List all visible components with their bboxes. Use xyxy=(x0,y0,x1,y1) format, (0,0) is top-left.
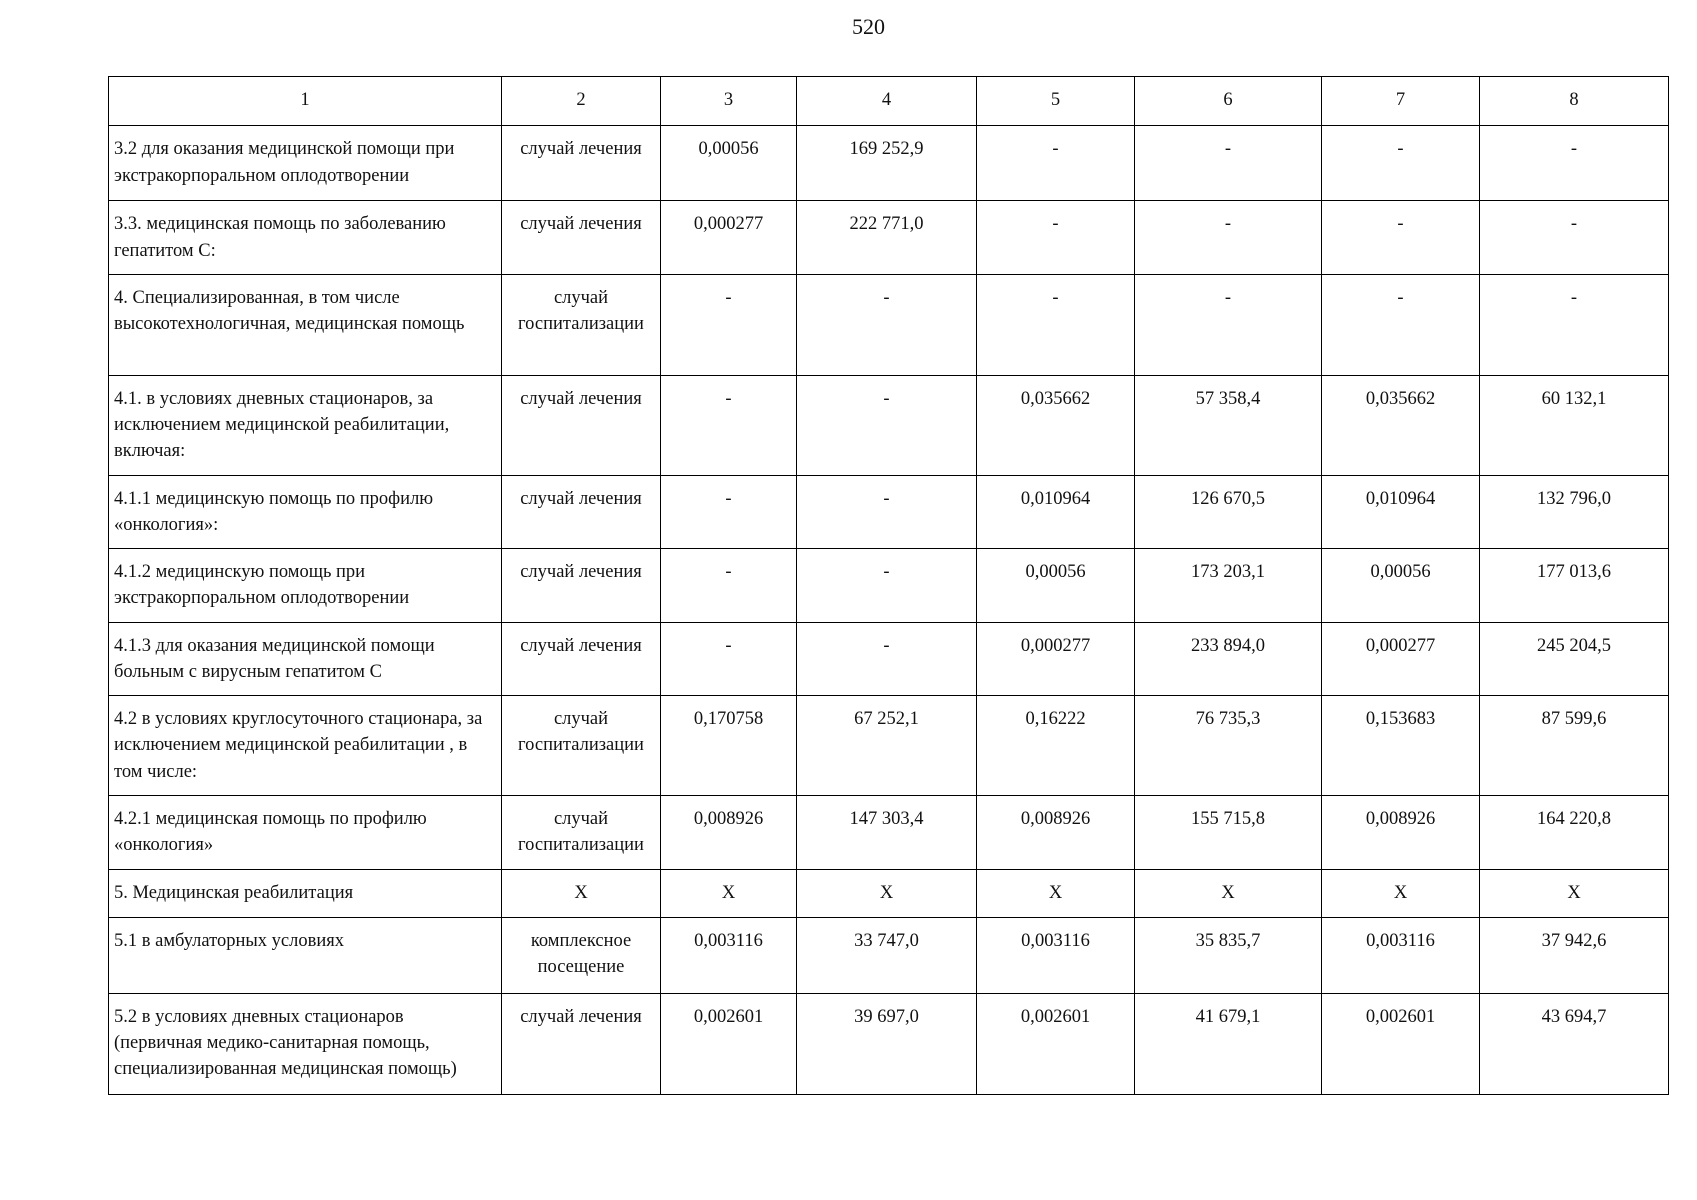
header-cell: 2 xyxy=(502,77,661,126)
value-cell: 0,035662 xyxy=(1322,375,1480,475)
unit-cell: Х xyxy=(502,869,661,917)
header-row xyxy=(109,77,1669,126)
value-cell: - xyxy=(661,549,797,623)
value-cell: 0,003116 xyxy=(661,917,797,993)
header-cell: 8 xyxy=(1480,77,1669,126)
table-row xyxy=(109,201,1669,275)
value-cell: 0,00056 xyxy=(661,126,797,201)
value-cell: 0,010964 xyxy=(1322,475,1480,549)
value-cell: - xyxy=(1322,274,1480,375)
value-cell: - xyxy=(977,126,1135,201)
table-row xyxy=(109,475,1669,549)
value-cell: - xyxy=(1322,201,1480,275)
table-row xyxy=(109,375,1669,475)
value-cell: 169 252,9 xyxy=(797,126,977,201)
value-cell: 87 599,6 xyxy=(1480,696,1669,796)
value-cell: - xyxy=(1135,126,1322,201)
row-label: 4. Специализированная, в том числе высокотехнологичная, медицинская помощь xyxy=(109,274,502,375)
value-cell: 173 203,1 xyxy=(1135,549,1322,623)
value-cell: 177 013,6 xyxy=(1480,549,1669,623)
value-cell: 0,000277 xyxy=(977,622,1135,696)
value-cell: Х xyxy=(1322,869,1480,917)
value-cell: 233 894,0 xyxy=(1135,622,1322,696)
value-cell: 76 735,3 xyxy=(1135,696,1322,796)
row-label: 4.1.1 медицинскую помощь по профилю «онкология»: xyxy=(109,475,502,549)
value-cell: 60 132,1 xyxy=(1480,375,1669,475)
table-row xyxy=(109,993,1669,1094)
unit-cell: случай госпитализации xyxy=(502,795,661,869)
value-cell: - xyxy=(797,475,977,549)
value-cell: 0,000277 xyxy=(661,201,797,275)
value-cell: 0,002601 xyxy=(977,993,1135,1094)
value-cell: - xyxy=(661,622,797,696)
unit-cell: случай лечения xyxy=(502,475,661,549)
value-cell: - xyxy=(1135,274,1322,375)
value-cell: 132 796,0 xyxy=(1480,475,1669,549)
value-cell: - xyxy=(1135,201,1322,275)
value-cell: - xyxy=(797,274,977,375)
value-cell: - xyxy=(977,201,1135,275)
header-cell: 4 xyxy=(797,77,977,126)
value-cell: 0,153683 xyxy=(1322,696,1480,796)
value-cell: Х xyxy=(1135,869,1322,917)
value-cell: 0,002601 xyxy=(661,993,797,1094)
table-row xyxy=(109,917,1669,993)
data-table xyxy=(108,76,1669,1095)
unit-cell: случай лечения xyxy=(502,375,661,475)
row-label: 5.2 в условиях дневных стационаров (первичная медико-санитарная помощь, специализированная медицинская помощь) xyxy=(109,993,502,1094)
value-cell: - xyxy=(661,475,797,549)
value-cell: 155 715,8 xyxy=(1135,795,1322,869)
value-cell: 147 303,4 xyxy=(797,795,977,869)
table-row xyxy=(109,696,1669,796)
header-cell: 3 xyxy=(661,77,797,126)
value-cell: 0,00056 xyxy=(977,549,1135,623)
value-cell: - xyxy=(1480,274,1669,375)
value-cell: - xyxy=(661,375,797,475)
value-cell: 126 670,5 xyxy=(1135,475,1322,549)
value-cell: - xyxy=(797,375,977,475)
header-cell: 5 xyxy=(977,77,1135,126)
value-cell: 0,008926 xyxy=(1322,795,1480,869)
value-cell: 0,16222 xyxy=(977,696,1135,796)
unit-cell: случай лечения xyxy=(502,126,661,201)
header-cell: 1 xyxy=(109,77,502,126)
unit-cell: случай лечения xyxy=(502,549,661,623)
row-label: 4.2.1 медицинская помощь по профилю «онкология» xyxy=(109,795,502,869)
value-cell: 67 252,1 xyxy=(797,696,977,796)
value-cell: 0,008926 xyxy=(661,795,797,869)
value-cell: - xyxy=(661,274,797,375)
value-cell: 0,00056 xyxy=(1322,549,1480,623)
value-cell: - xyxy=(1322,126,1480,201)
value-cell: 57 358,4 xyxy=(1135,375,1322,475)
unit-cell: комплексное посещение xyxy=(502,917,661,993)
value-cell: 0,010964 xyxy=(977,475,1135,549)
value-cell: 41 679,1 xyxy=(1135,993,1322,1094)
table-row xyxy=(109,869,1669,917)
value-cell: 0,003116 xyxy=(977,917,1135,993)
value-cell: - xyxy=(977,274,1135,375)
value-cell: Х xyxy=(797,869,977,917)
header-cell: 7 xyxy=(1322,77,1480,126)
value-cell: 245 204,5 xyxy=(1480,622,1669,696)
row-label: 5. Медицинская реабилитация xyxy=(109,869,502,917)
row-label: 3.3. медицинская помощь по заболеванию гепатитом С: xyxy=(109,201,502,275)
table-row xyxy=(109,622,1669,696)
row-label: 4.1. в условиях дневных стационаров, за исключением медицинской реабилитации, включая: xyxy=(109,375,502,475)
value-cell: 0,000277 xyxy=(1322,622,1480,696)
row-label: 4.1.3 для оказания медицинской помощи больным с вирусным гепатитом С xyxy=(109,622,502,696)
value-cell: 164 220,8 xyxy=(1480,795,1669,869)
page-number: 520 xyxy=(852,14,885,39)
unit-cell: случай госпитализации xyxy=(502,274,661,375)
row-label: 4.2 в условиях круглосуточного стационара, за исключением медицинской реабилитации , в том числе: xyxy=(109,696,502,796)
value-cell: 0,002601 xyxy=(1322,993,1480,1094)
value-cell: 37 942,6 xyxy=(1480,917,1669,993)
value-cell: 222 771,0 xyxy=(797,201,977,275)
value-cell: - xyxy=(1480,126,1669,201)
value-cell: 35 835,7 xyxy=(1135,917,1322,993)
value-cell: 39 697,0 xyxy=(797,993,977,1094)
table-row xyxy=(109,549,1669,623)
unit-cell: случай лечения xyxy=(502,993,661,1094)
unit-cell: случай лечения xyxy=(502,622,661,696)
value-cell: Х xyxy=(977,869,1135,917)
value-cell: - xyxy=(1480,201,1669,275)
unit-cell: случай лечения xyxy=(502,201,661,275)
value-cell: 0,035662 xyxy=(977,375,1135,475)
unit-cell: случай госпитализации xyxy=(502,696,661,796)
table-row xyxy=(109,126,1669,201)
row-label: 4.1.2 медицинскую помощь при экстракорпоральном оплодотворении xyxy=(109,549,502,623)
value-cell: Х xyxy=(1480,869,1669,917)
table-row xyxy=(109,795,1669,869)
value-cell: - xyxy=(797,622,977,696)
row-label: 5.1 в амбулаторных условиях xyxy=(109,917,502,993)
value-cell: 33 747,0 xyxy=(797,917,977,993)
value-cell: 43 694,7 xyxy=(1480,993,1669,1094)
table-row xyxy=(109,274,1669,375)
header-cell: 6 xyxy=(1135,77,1322,126)
value-cell: 0,003116 xyxy=(1322,917,1480,993)
value-cell: 0,008926 xyxy=(977,795,1135,869)
row-label: 3.2 для оказания медицинской помощи при экстракорпоральном оплодотворении xyxy=(109,126,502,201)
value-cell: 0,170758 xyxy=(661,696,797,796)
value-cell: - xyxy=(797,549,977,623)
value-cell: Х xyxy=(661,869,797,917)
